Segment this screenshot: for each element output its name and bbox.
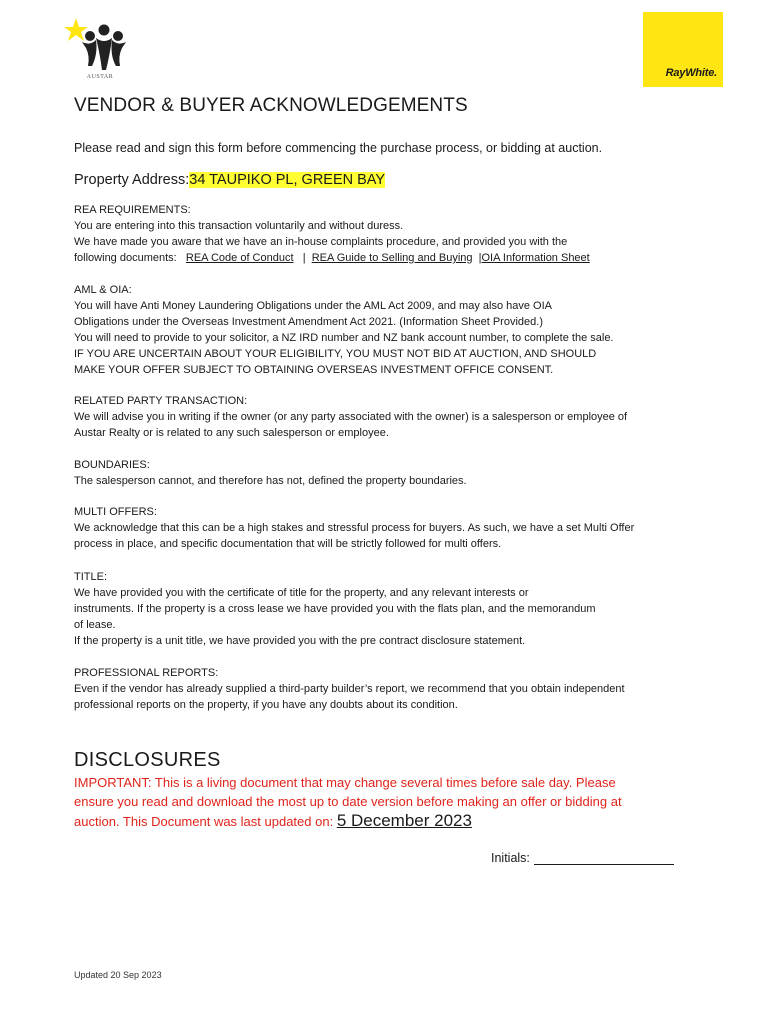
raywhite-logo-text: RayWhite.	[665, 67, 717, 79]
intro-text: Please read and sign this form before commencing the purchase process, or bidding at auction.	[74, 141, 603, 155]
section-heading: TITLE:	[74, 571, 108, 583]
oia-information-sheet-link[interactable]: OIA Information Sheet	[481, 252, 590, 264]
last-updated-date: 5 December 2023	[336, 811, 472, 830]
section-line: You are entering into this transaction voluntarily and without duress.	[74, 220, 404, 232]
austar-logo	[60, 14, 140, 84]
rea-code-of-conduct-link[interactable]: REA Code of Conduct	[185, 252, 294, 264]
section-line: of lease.	[74, 619, 116, 631]
link-separator: |	[478, 252, 482, 264]
documents-label: following documents:	[74, 252, 177, 264]
section-line-links	[74, 250, 724, 266]
important-line-with-date	[74, 811, 622, 831]
initials-label: Initials:	[491, 851, 530, 865]
initials-blank-line[interactable]	[534, 851, 674, 865]
section-line: We have provided you with the certificate of title for the property, and any relevant interests or	[74, 587, 529, 599]
section-line: professional reports on the property, if you have any doubts about its condition.	[74, 699, 458, 711]
section-multi-offers	[74, 504, 724, 552]
section-title	[74, 569, 724, 649]
section-line: instruments. If the property is a cross lease we have provided you with the flats plan, and the memorandum	[74, 603, 596, 615]
section-line: You will need to provide to your solicitor, a NZ IRD number and NZ bank account number, to complete the sale.	[74, 332, 614, 344]
section-heading: MULTI OFFERS:	[74, 506, 157, 518]
section-line: Austar Realty or is related to any such salesperson or employee.	[74, 427, 389, 439]
austar-logo-graphic	[60, 14, 140, 76]
footer-updated-date: Updated 20 Sep 2023	[74, 970, 162, 980]
important-notice	[74, 773, 622, 831]
section-line: If the property is a unit title, we have provided you with the pre contract disclosure statement.	[74, 635, 526, 647]
section-line: IF YOU ARE UNCERTAIN ABOUT YOUR ELIGIBILITY, YOU MUST NOT BID AT AUCTION, AND SHOULD	[74, 348, 597, 360]
property-address-label: Property Address:	[74, 172, 190, 188]
disclosures-heading: DISCLOSURES	[74, 749, 221, 771]
section-heading: BOUNDARIES:	[74, 459, 150, 471]
austar-logo-caption: AUSTAR	[86, 74, 114, 80]
section-heading: RELATED PARTY TRANSACTION:	[74, 395, 248, 407]
section-boundaries	[74, 457, 724, 489]
section-line: We have made you aware that we have an in-house complaints procedure, and provided you with the	[74, 236, 568, 248]
section-line: process in place, and specific documentation that will be strictly followed for multi offers.	[74, 538, 502, 550]
section-line: The salesperson cannot, and therefore has not, defined the property boundaries.	[74, 475, 467, 487]
section-line: We will advise you in writing if the owner (or any party associated with the owner) is a salesperson or employee of	[74, 411, 628, 423]
important-line: auction. This Document was last updated on:	[74, 814, 334, 829]
section-heading: PROFESSIONAL REPORTS:	[74, 667, 219, 679]
section-line: Even if the vendor has already supplied a third-party builder’s report, we recommend that you obtain independent	[74, 683, 625, 695]
section-rea-requirements	[74, 202, 724, 266]
initials-field	[491, 851, 674, 865]
important-line: IMPORTANT: This is a living document that may change several times before sale day. Please	[74, 775, 616, 790]
property-address	[74, 172, 385, 188]
property-address-value: 34 TAUPIKO PL, GREEN BAY	[189, 172, 386, 188]
important-line: ensure you read and download the most up to date version before making an offer or bidding at	[74, 794, 622, 809]
section-aml-oia	[74, 282, 724, 378]
section-line: We acknowledge that this can be a high stakes and stressful process for buyers. As such, we have a set Multi Offer	[74, 522, 635, 534]
section-heading: AML & OIA:	[74, 284, 132, 296]
section-line: MAKE YOUR OFFER SUBJECT TO OBTAINING OVERSEAS INVESTMENT OFFICE CONSENT.	[74, 364, 554, 376]
section-line: You will have Anti Money Laundering Obligations under the AML Act 2009, and may also have OIA	[74, 300, 552, 312]
section-line: Obligations under the Overseas Investment Amendment Act 2021. (Information Sheet Provided.)	[74, 316, 543, 328]
section-related-party	[74, 393, 724, 441]
link-separator: |	[302, 252, 306, 264]
star-icon	[64, 18, 88, 41]
raywhite-logo	[643, 12, 723, 87]
rea-guide-link[interactable]: REA Guide to Selling and Buying	[311, 252, 473, 264]
page-title: VENDOR & BUYER ACKNOWLEDGEMENTS	[74, 95, 468, 116]
section-professional-reports	[74, 665, 724, 713]
section-heading: REA REQUIREMENTS:	[74, 204, 191, 216]
